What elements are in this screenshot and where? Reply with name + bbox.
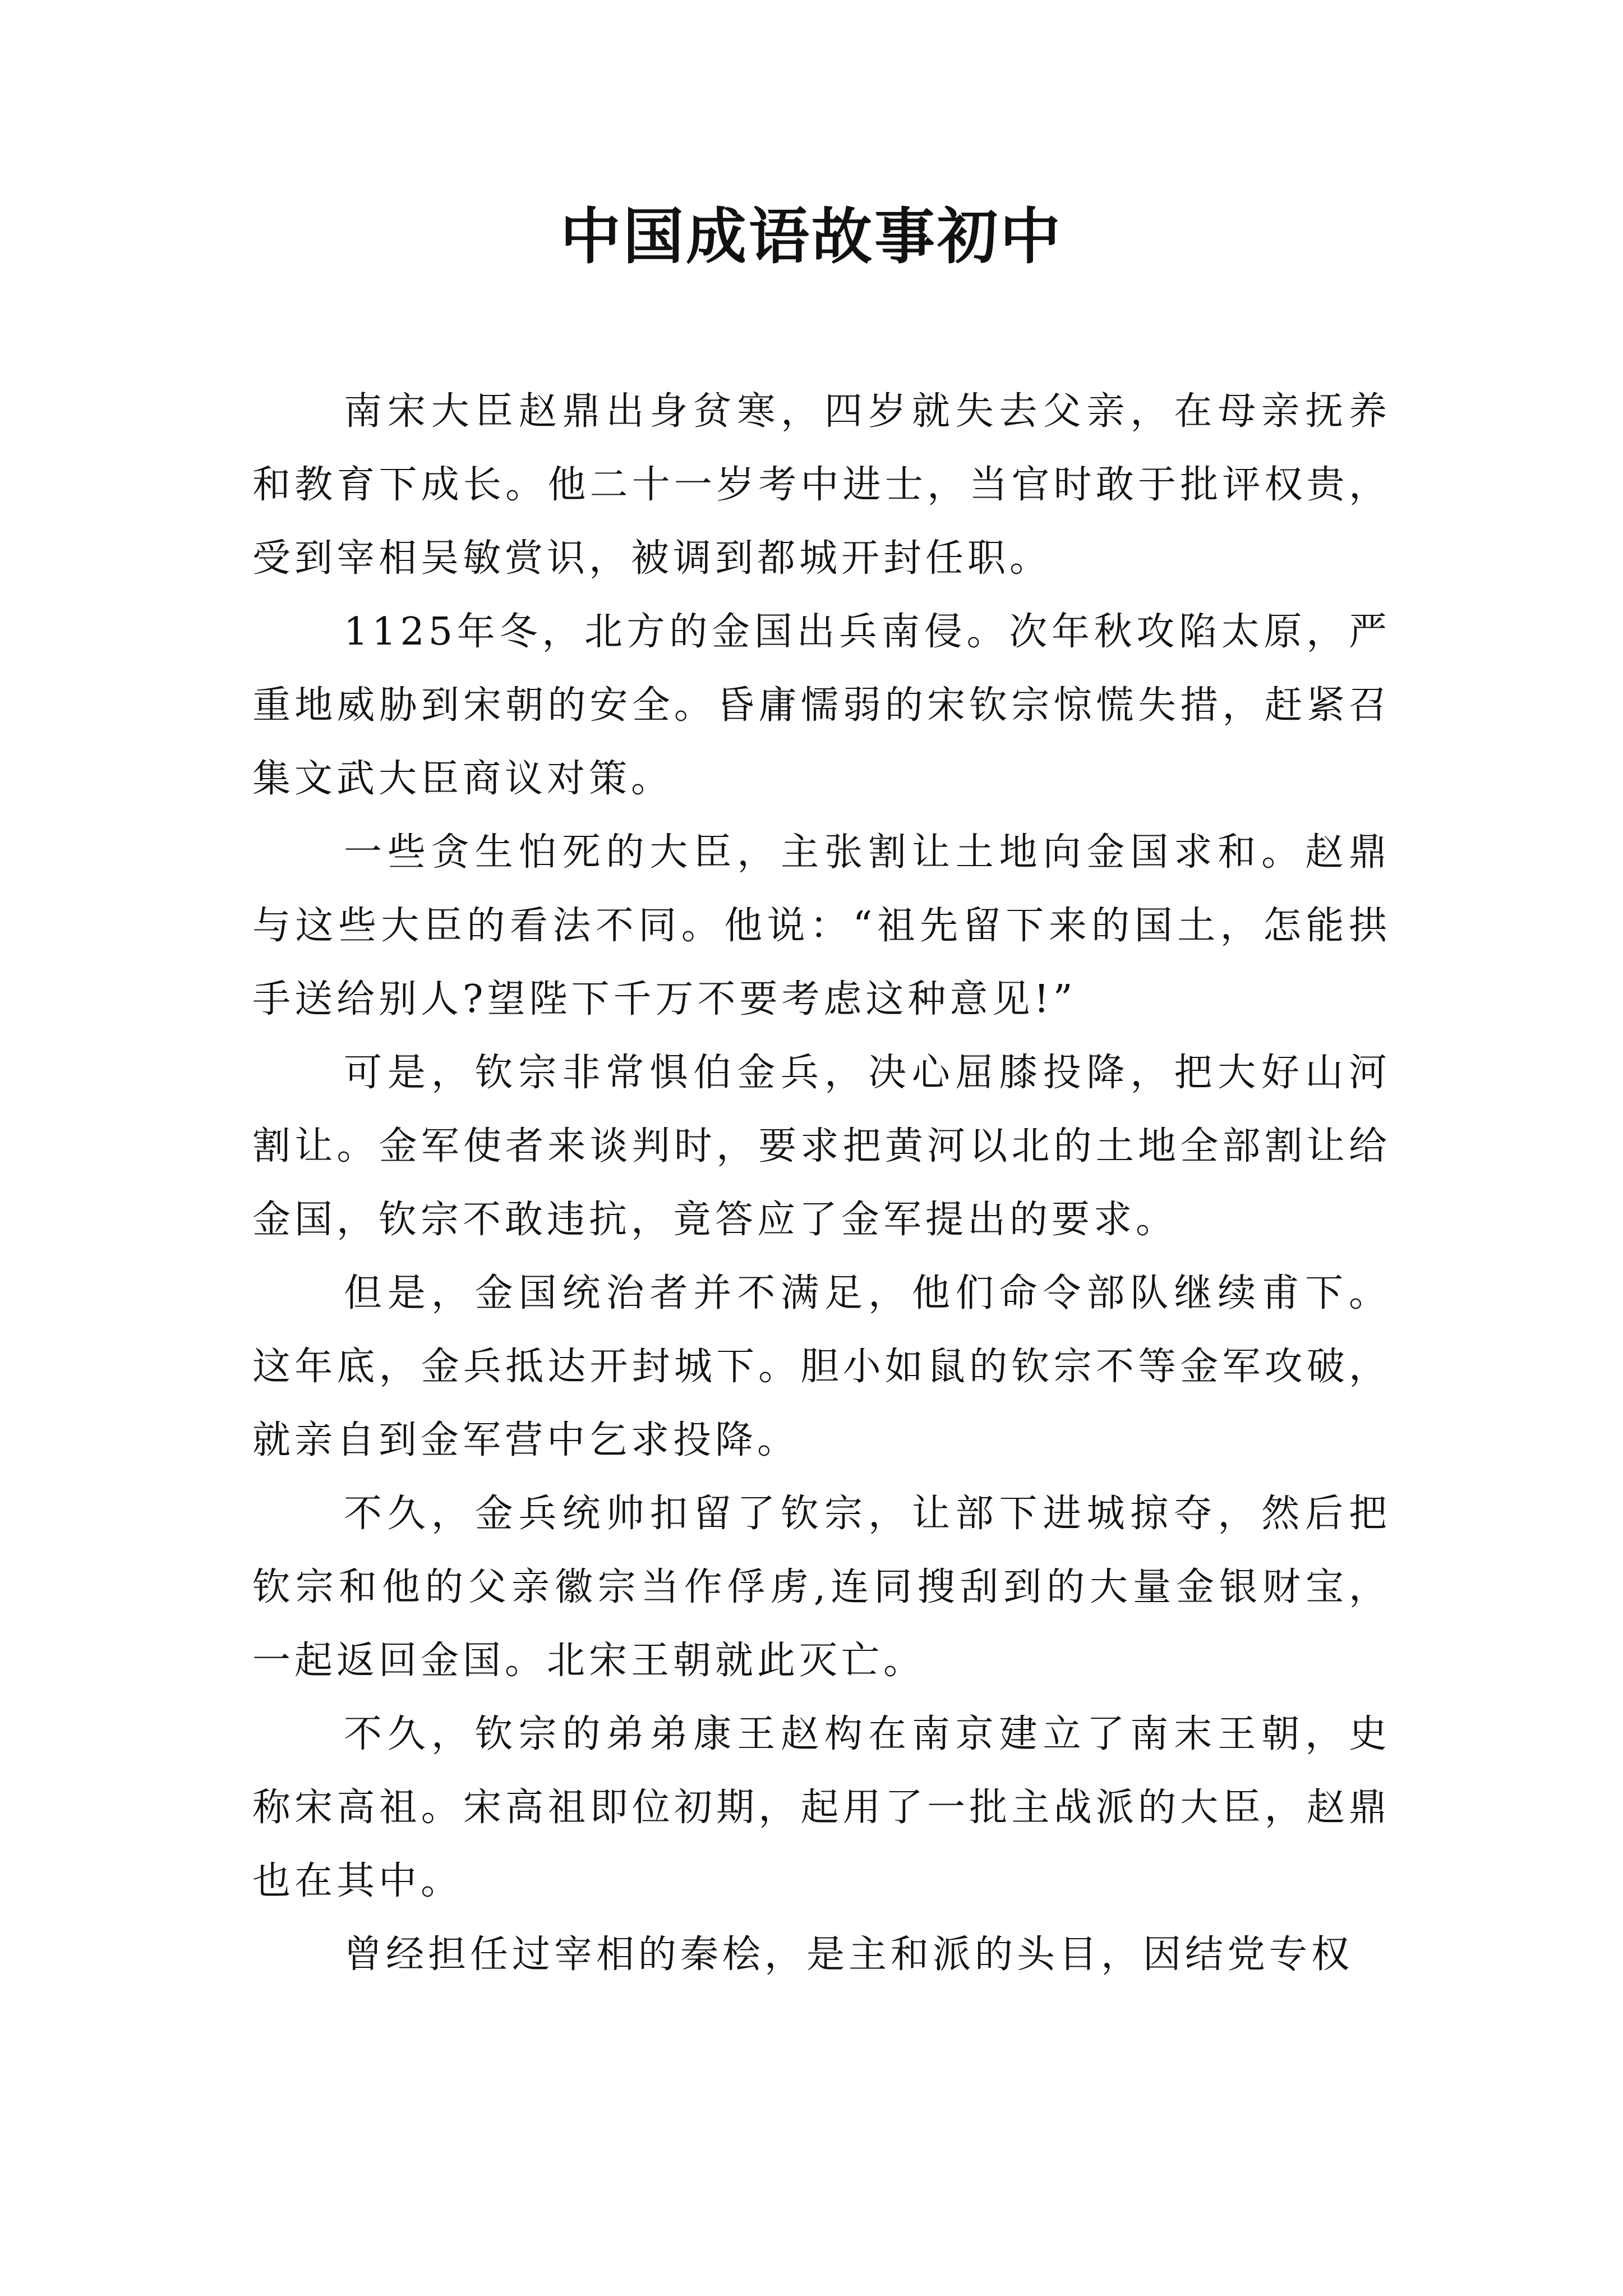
paragraph: 可是，钦宗非常惧伯金兵，决心屈膝投降，把大好山河割让。金军使者来谈判时，要求把黄河以北的土地全部割让给金国，钦宗不敢违抗，竟答应了金军提出的要求。 <box>252 1051 1391 1242</box>
page-title: 中国成语故事初中 <box>560 201 1063 272</box>
paragraph: 不久，金兵统帅扣留了钦宗，让部下进城掠夺，然后把钦宗和他的父亲徽宗当作俘虏,连同搜刮到的大量金银财宝，一起返回金国。北宋王朝就此灭亡。 <box>252 1492 1391 1683</box>
document-body <box>252 375 1391 1991</box>
paragraph: 一些贪生怕死的大臣，主张割让土地向金国求和。赵鼎与这些大臣的看法不同。他说：“祖先留下来的国土，怎能拱手送给别人?望陛下千万不要考虑这种意见!” <box>252 830 1391 1022</box>
paragraph: 曾经担任过宰相的秦桧，是主和派的头目，因结党专权 <box>344 1932 1354 1977</box>
paragraph: 但是，金国统治者并不满足，他们命令部队继续甫下。这年底，金兵抵达开封城下。胆小如鼠的钦宗不等金军攻破，就亲自到金军营中乞求投降。 <box>252 1271 1391 1462</box>
paragraph: 1125年冬，北方的金国出兵南侵。次年秋攻陷太原，严重地威胁到宋朝的安全。昏庸懦弱的宋钦宗惊慌失措，赶紧召集文武大臣商议对策。 <box>252 610 1391 801</box>
paragraph: 不久，钦宗的弟弟康王赵构在南京建立了南末王朝，史称宋高祖。宋高祖即位初期，起用了一批主战派的大臣，赵鼎也在其中。 <box>252 1712 1391 1903</box>
paragraph: 南宋大臣赵鼎出身贫寒，四岁就失去父亲，在母亲抚养和教育下成长。他二十一岁考中进士，当官时敢于批评权贵，受到宰相吴敏赏识，被调到都城开封任职。 <box>252 389 1391 581</box>
